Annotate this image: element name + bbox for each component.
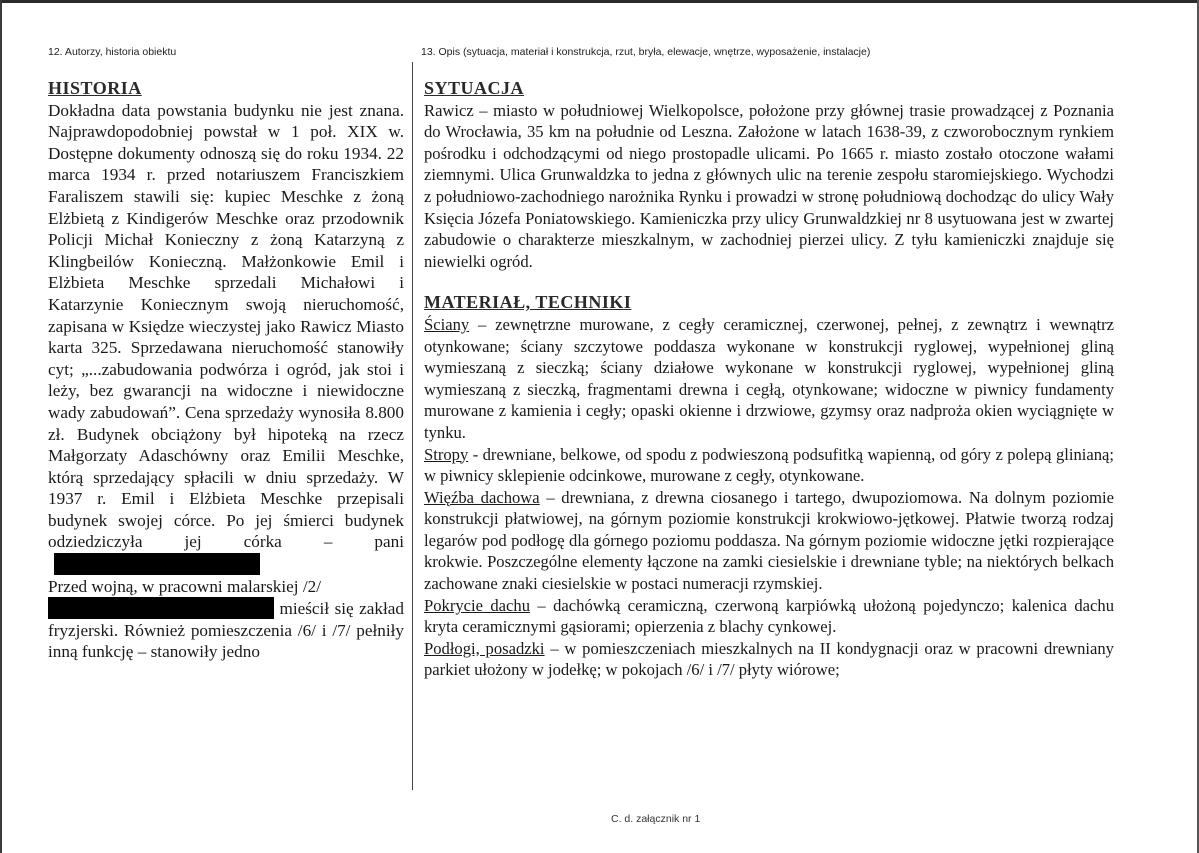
historia-paragraph — [48, 100, 404, 663]
podlogi-text: – w pomieszczeniach mieszkalnych na II kondygnacji oraz w pracowni drewniany parkiet ułożony w jodełkę; w pokojach /6/ i /7/ płyty wiórowe; — [424, 638, 1114, 680]
historia-text-2: – pani — [323, 532, 404, 552]
pokrycie-paragraph — [424, 595, 1114, 638]
historia-text-4: mieścił się zakład fryzjerski. Również pomieszczenia /6/ i /7/ pełniły inną funkcję – stanowiły jedno — [48, 599, 404, 662]
section-header-right: 13. Opis (sytuacja, materiał i konstrukcja, rzut, bryła, elewacje, wnętrze, wyposażenie, instalacje) — [421, 46, 871, 58]
sciany-term: Ściany — [424, 314, 470, 334]
scan-edge-left — [0, 0, 2, 853]
historia-text-1: Dokładna data powstania budynku nie jest znana. Najprawdopodobniej powstał w 1 poł. XIX w. Dostępne dokumenty odnoszą się do roku 1934. 22 marca 1934 r. przed notariuszem Franciszkiem Faraliszem stawili się: kupiec Meschke z żoną Elżbietą z Kindigerów Meschke oraz przodownik Policji Michał Konieczny z żoną Katarzyną z Klingbeilów Konieczną. Małżonkowie Emil i Elżbieta Meschke sprzedali Michałowi i Katarzynie Koniecznym swoją nieruchomość, zapisana w Księdze wieczystej jako Rawicz Miasto karta 325. Sprzedawana nieruchomość stanowiły cyt; „...zabudowania podwórza i ogród, jak stoi i leży, bez gwarancji na widoczne i niewidoczne wady zabudowań”. Cena sprzedaży wynosiła 8.800 zł. Budynek obciążony był hipoteką na rzecz Małgorzaty Adaschówny oraz Emilii Meschke, którą sprzedający spłacili w dniu sprzedaży. W 1937 r. Emil i Elżbieta Meschke przepisali budynek swojej córce. Po jej śmierci budynek odziedziczyła jej córka — [48, 100, 404, 552]
heading-material-techniki: MATERIAŁ, TECHNIKI — [424, 292, 632, 313]
podlogi-term: Podłogi, posadzki — [424, 638, 545, 658]
right-column — [424, 78, 1114, 681]
section-header-left: 12. Autorzy, historia obiektu — [48, 46, 177, 58]
heading-sytuacja: SYTUACJA — [424, 78, 525, 98]
historia-text-3: Przed wojną, w pracowni malarskiej /2/ — [48, 576, 322, 596]
wiezba-term: Więźba dachowa — [424, 487, 540, 507]
redacted-name-block — [54, 553, 260, 575]
pokrycie-text: – dachówką ceramiczną, czerwoną karpiówką ułożoną pojedynczo; kalenica dachu kryta ceramicznymi gąsiorami; opierzenia z blachy cynkowej. — [424, 595, 1114, 637]
podlogi-paragraph — [424, 638, 1114, 681]
redacted-address-block — [48, 597, 274, 619]
section-gap — [424, 272, 1114, 292]
wiezba-paragraph — [424, 487, 1114, 595]
column-divider — [412, 62, 413, 790]
left-column — [48, 78, 404, 663]
sytuacja-paragraph: Rawicz – miasto w południowej Wielkopolsce, położone przy głównej trasie prowadzącej z Poznania do Wrocławia, 35 km na południe od Leszna. Założone w latach 1638-39, z czworobocznym rynkiem pośrodku i odchodzącymi od niego prostopadle ulicami. Po 1665 r. miasto zostało otoczone wałami ziemnymi. Ulica Grunwaldzka to jedna z głównych ulic na terenie zespołu staromiejskiego. Wychodzi z południowo-zachodniego narożnika Rynku i prowadzi w stronę południową dochodząc do ulicy Wały Księcia Józefa Poniatowskiego. Kamieniczka przy ulicy Grunwaldzkiej nr 8 usytuowana jest w zwartej zabudowie o charakterze mieszkalnym, w zachodniej pierzei ulicy. Z tyłu kamieniczki znajduje się niewielki ogród. — [424, 100, 1114, 271]
wiezba-text: – drewniana, z drewna ciosanego i tartego, dwupoziomowa. Na dolnym poziomie konstrukcji płatwiowej, na górnym poziomie konstrukcji krokwiowo-jętkowej. Płatwie tworzą rodzaj legarów pod podłogę dla górnego poziomu poddasza. Na górnym poziomie widoczne jętki rozpierające krokwie. Poszczególne elementy łączone na zamki ciesielskie i drewniane tyble; na niektórych belkach zachowane znaki ciesielskie w postaci numeracji rzymskiej. — [424, 487, 1114, 594]
stropy-text: - drewniane, belkowe, od spodu z podwieszoną podsufitką wapienną, od góry z polepą glinianą; w piwnicy sklepienie odcinkowe, murowane z cegły, otynkowane. — [424, 444, 1114, 486]
sciany-paragraph — [424, 314, 1114, 444]
stropy-term: Stropy — [424, 444, 469, 464]
stropy-paragraph — [424, 444, 1114, 487]
sciany-text: – zewnętrzne murowane, z cegły ceramicznej, czerwonej, pełnej, z zewnątrz i wewnątrz otynkowane; ściany szczytowe poddasza wykonane w konstrukcji ryglowej, wypełnionej gliną wymieszaną z sieczką; ściany działowe wykonane w konstrukcji ryglowej, wypełnionej gliną wymieszaną z sieczką, fragmentami drewna i cegłą, otynkowane; widoczne w piwnicy fundamenty murowane z kamienia i cegły; opaski okienne i drzwiowe, gzymsy oraz nadproża okien wyciągnięte w tynku. — [424, 314, 1114, 442]
scan-edge-top — [0, 0, 1199, 3]
pokrycie-term: Pokrycie dachu — [424, 595, 531, 615]
footer-continuation: C. d. załącznik nr 1 — [611, 813, 701, 825]
heading-historia: HISTORIA — [48, 78, 142, 98]
